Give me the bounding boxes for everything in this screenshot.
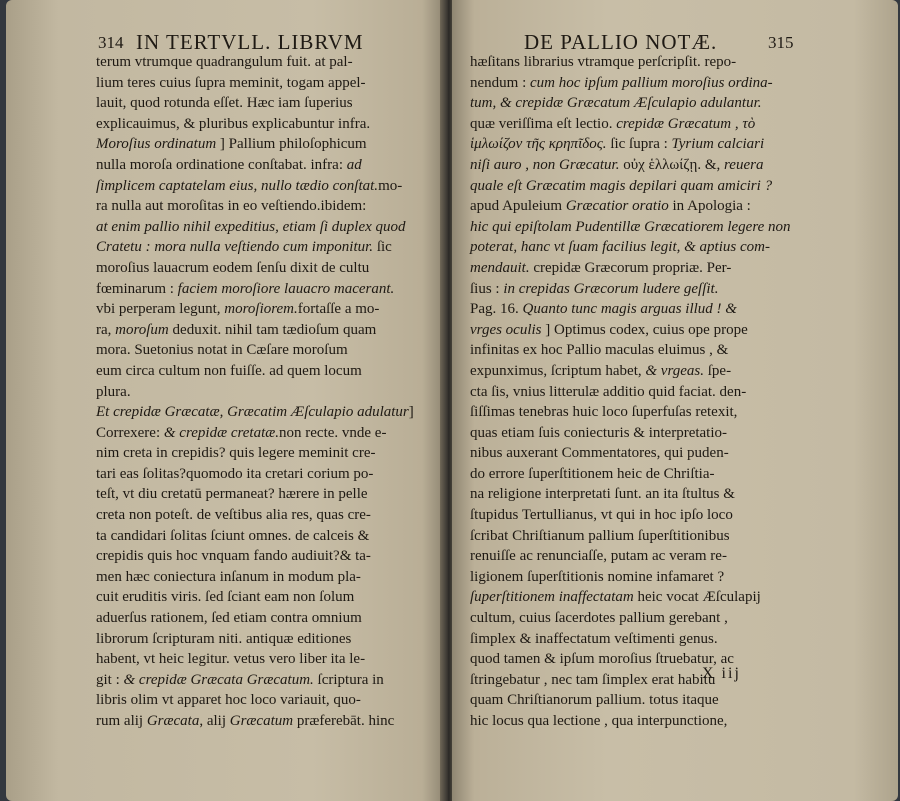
text-line xyxy=(470,134,815,155)
text-segment: terum vtrumque quadrangulum fuit. at pal- xyxy=(96,54,353,70)
text-line xyxy=(470,546,815,567)
left-page-text xyxy=(96,52,426,732)
text-segment: quas etiam ſuis coniecturis & interpretatio- xyxy=(470,424,728,441)
text-segment: ſic xyxy=(373,239,392,256)
text-line xyxy=(470,114,815,135)
text-segment: men hæc coniectura inſanum in modum pla- xyxy=(96,568,361,585)
text-segment: ad xyxy=(346,156,362,173)
text-segment: plura. xyxy=(96,383,131,400)
text-segment: cuit eruditis viris. ſed ſciant eam non ſolum xyxy=(96,589,355,606)
text-line xyxy=(470,196,815,217)
text-line xyxy=(470,155,815,176)
text-segment: quod tamen & ipſum moroſius ſtruebatur, ac xyxy=(470,651,734,668)
text-line xyxy=(470,299,815,320)
text-segment: poterat, hanc vt ſuam facilius legit, & aptius com- xyxy=(470,239,770,256)
text-line xyxy=(470,176,815,197)
text-line xyxy=(470,361,815,382)
text-line xyxy=(96,320,426,341)
text-segment: ſcribat Chriſtianum pallium ſuperſtitionibus xyxy=(470,527,730,544)
text-segment: cta ſis, vnius litterulæ additio quid faciat. den- xyxy=(470,383,747,400)
text-segment: ] Pallium philoſophicum xyxy=(216,136,367,153)
text-line xyxy=(96,505,426,526)
text-line xyxy=(96,443,426,464)
page-number-left: 314 xyxy=(98,33,124,52)
text-line xyxy=(470,526,815,547)
text-line xyxy=(96,629,426,650)
text-segment: lauit, quod rotunda eſſet. Hæc iam ſuperius xyxy=(96,95,353,112)
text-segment: ta candidari ſolitas ſciunt omnes. de calceis & xyxy=(96,527,370,544)
text-line xyxy=(470,629,815,650)
text-segment: aduerſus rationem, ſed etiam contra omnium xyxy=(96,610,362,627)
text-segment: Pag. 16. xyxy=(470,301,523,318)
text-line xyxy=(470,711,815,732)
text-segment: ra nulla aut moroſitas in eo veſtiendo.ibidem: xyxy=(96,198,367,215)
text-line xyxy=(96,155,426,176)
text-line xyxy=(470,340,815,361)
text-line xyxy=(470,670,815,691)
text-line xyxy=(96,52,426,73)
text-line xyxy=(96,402,426,423)
text-segment: ἱμλωίζον τῆς κρηπῖδος. xyxy=(470,136,607,153)
text-segment: Et crepidæ Græcatæ, Græcatim Æſculapio adulatur xyxy=(96,404,409,421)
text-line xyxy=(96,587,426,608)
text-line xyxy=(470,258,815,279)
text-segment: nibus auxerant Commentatores, qui puden- xyxy=(470,445,729,462)
text-segment: ra, xyxy=(96,321,116,338)
text-segment: at enim pallio nihil expeditius, etiam ſi duplex quod xyxy=(96,218,406,235)
text-segment: Tyrium calciari xyxy=(671,136,765,153)
text-line xyxy=(96,340,426,361)
text-segment: ſius : xyxy=(470,280,504,297)
text-line xyxy=(96,423,426,444)
text-segment: Cratetu : mora nulla veſtiendo cum imponitur. xyxy=(96,239,374,256)
text-line xyxy=(96,690,426,711)
text-line xyxy=(470,52,815,73)
text-segment: in crepidas Græcorum ludere geſſit. xyxy=(503,280,719,297)
text-segment: mendauit. xyxy=(470,259,530,276)
text-segment: heic vocat Æſculapij xyxy=(633,589,761,606)
text-line xyxy=(470,402,815,423)
text-segment: fortaſſe a mo- xyxy=(297,301,380,318)
text-segment: do errore ſuperſtitionem heic de Chriſtia- xyxy=(470,465,715,482)
text-line xyxy=(96,361,426,382)
text-segment: quam Chriſtianorum pallium. totus itaque xyxy=(470,692,719,709)
text-segment: ſtupidus Tertullianus, vt qui in hoc ipſo loco xyxy=(470,507,733,524)
text-segment: ſuperſtitionem inaffectatam xyxy=(470,589,634,606)
text-segment: οὐχ ἑλλωίζῃ. &, xyxy=(619,156,725,173)
text-line xyxy=(96,176,426,197)
text-segment: hic qui epiſtolam Pudentillæ Græcatiorem legere non xyxy=(470,218,791,235)
text-line xyxy=(96,196,426,217)
text-segment: nendum : xyxy=(470,74,530,91)
text-segment: nulla moroſa ordinatione conſtabat. infra: xyxy=(96,156,347,173)
text-line xyxy=(96,217,426,238)
text-segment: mora. Suetonius notat in Cæſare moroſum xyxy=(96,342,348,359)
text-segment: ſpe- xyxy=(704,362,732,379)
text-segment: moroſiorem. xyxy=(224,301,298,318)
text-segment: infinitas ex hoc Pallio maculas eluimus , & xyxy=(470,342,729,359)
text-line xyxy=(470,443,815,464)
text-segment: nim creta in crepidis? quis legere meminit cre- xyxy=(96,445,376,462)
text-line xyxy=(96,237,426,258)
right-page-text xyxy=(470,52,815,732)
text-line xyxy=(470,217,815,238)
text-line xyxy=(96,299,426,320)
text-segment: reuera xyxy=(724,156,764,173)
text-line xyxy=(96,711,426,732)
left-page xyxy=(6,0,444,801)
text-line xyxy=(470,567,815,588)
text-line xyxy=(470,279,815,300)
text-segment: creta non poteſt. de veſtibus alia res, quas cre- xyxy=(96,507,371,524)
text-line xyxy=(470,93,815,114)
text-segment: cultum, cuius ſacerdotes pallium gerebant , xyxy=(470,610,728,627)
text-segment: habent, vt heic legitur. vetus vero liber ita le- xyxy=(96,651,366,668)
text-segment: crepidis quis hoc vnquam fando audiuit?& ta- xyxy=(96,548,371,565)
text-line xyxy=(470,608,815,629)
text-line xyxy=(470,690,815,711)
text-line xyxy=(96,526,426,547)
text-line xyxy=(96,670,426,691)
signature-mark: X iij xyxy=(702,665,741,682)
text-segment: crepidæ Græcorum propriæ. Per- xyxy=(529,259,732,276)
text-line xyxy=(96,279,426,300)
text-line xyxy=(470,505,815,526)
text-segment: & crepidæ Græcata Græcatum. xyxy=(123,671,314,688)
text-segment: apud Apuleium xyxy=(470,198,566,215)
text-line xyxy=(96,93,426,114)
text-line xyxy=(470,320,815,341)
text-segment: & vrgeas. xyxy=(645,362,704,379)
text-segment: fœminarum : xyxy=(96,280,178,297)
text-segment: ] Optimus codex, cuius ope prope xyxy=(541,321,748,338)
text-line xyxy=(96,382,426,403)
text-line xyxy=(470,587,815,608)
text-segment: moroſum xyxy=(115,321,169,338)
text-segment: faciem moroſiore lauacro macerant. xyxy=(177,280,395,297)
text-segment: Correxere: xyxy=(96,424,164,441)
text-segment: renuiſſe ac renunciaſſe, putam ac veram re- xyxy=(470,548,727,565)
text-line xyxy=(470,73,815,94)
right-page xyxy=(452,0,898,801)
text-segment: crepidæ Græcatum , τὸ xyxy=(616,115,756,132)
text-segment: ſtringebatur , nec tam ſimplex erat habitu xyxy=(470,671,716,688)
text-segment: na religione interpretati ſunt. an ita ſtultus & xyxy=(470,486,735,503)
text-line xyxy=(96,484,426,505)
text-segment: Moroſius ordinatum xyxy=(96,136,217,153)
text-segment: ſimplex & inaffectatum veſtimenti genus. xyxy=(470,630,718,647)
text-segment: Quanto tunc magis arguas illud ! & xyxy=(522,301,737,318)
text-line xyxy=(470,382,815,403)
text-line xyxy=(470,423,815,444)
text-segment: & crepidæ cretatæ. xyxy=(163,424,280,441)
text-segment: niſi auro , non Græcatur. xyxy=(470,156,620,173)
text-segment: ſic ſupra : xyxy=(606,136,672,153)
text-segment: eum circa cultum non fuiſſe. ad quem locum xyxy=(96,362,362,379)
text-segment: rum alij xyxy=(96,713,147,729)
text-segment: hæſitans librarius vtramque perſcripſit. repo- xyxy=(470,54,737,70)
text-segment: teſt, vt diu cretatū permaneat? hærere in pelle xyxy=(96,486,368,503)
text-segment: Græcatum xyxy=(229,713,294,729)
text-segment: quæ veriſſima eſt lectio. xyxy=(470,115,617,132)
text-segment: tum, & crepidæ Græcatum Æſculapio adulantur. xyxy=(470,95,762,112)
running-header-left: IN TERTVLL. LIBRVM xyxy=(136,30,364,54)
text-segment: lium teres cuius ſupra meminit, togam appel- xyxy=(96,74,366,91)
page-number-right: 315 xyxy=(768,33,794,52)
text-line xyxy=(96,134,426,155)
text-segment: explicauimus, & pluribus explicabuntur infra. xyxy=(96,115,371,132)
text-line xyxy=(470,649,815,670)
text-line xyxy=(96,464,426,485)
text-segment: expunximus, ſcriptum habet, xyxy=(470,362,646,379)
text-segment: ligionem ſuperſtitionis nomine infamaret ? xyxy=(470,568,725,585)
text-line xyxy=(96,258,426,279)
text-segment: quale eſt Græcatim magis depilari quam amiciri ? xyxy=(470,177,773,194)
text-segment: libris olim vt apparet hoc loco variauit, quo- xyxy=(96,692,361,709)
text-segment: mo- xyxy=(378,177,403,194)
text-segment: Græcatior oratio xyxy=(565,198,669,215)
text-segment: hic locus qua lectione , qua interpunctione, xyxy=(470,713,728,729)
text-segment: moroſius lauacrum eodem ſenſu dixit de cultu xyxy=(96,259,370,276)
text-line xyxy=(470,464,815,485)
text-segment: in Apologia : xyxy=(668,198,751,215)
text-segment: tari eas ſolitas?quomodo ita cretari corium po- xyxy=(96,465,374,482)
text-segment: , alij xyxy=(199,713,230,729)
text-segment: deduxit. nihil tam tædioſum quam xyxy=(168,321,377,338)
text-segment: non recte. vnde e- xyxy=(279,424,387,441)
text-line xyxy=(96,649,426,670)
text-segment: vrges oculis xyxy=(470,321,542,338)
running-header-right: DE PALLIO NOTÆ. xyxy=(524,30,718,54)
text-line xyxy=(96,73,426,94)
text-segment: vbi perperam legunt, xyxy=(96,301,225,318)
text-segment: cum hoc ipſum pallium moroſius ordina- xyxy=(530,74,773,91)
text-line xyxy=(470,484,815,505)
text-segment: Græcata xyxy=(146,713,200,729)
text-segment: ſcriptura in xyxy=(313,671,384,688)
text-segment: ] xyxy=(408,404,414,421)
text-segment: librorum ſcripturam niti. antiquæ editiones xyxy=(96,630,352,647)
text-segment: præferebāt. hinc xyxy=(293,713,395,729)
text-segment: ſiſſimas tenebras huic loco ſuperfuſas retexit, xyxy=(470,404,738,421)
text-line xyxy=(96,546,426,567)
text-segment: ſimplicem captatelam eius, nullo tædio conſtat. xyxy=(96,177,379,194)
text-line xyxy=(96,567,426,588)
text-line xyxy=(96,114,426,135)
text-line xyxy=(96,608,426,629)
text-segment: git : xyxy=(96,671,124,688)
text-line xyxy=(470,237,815,258)
